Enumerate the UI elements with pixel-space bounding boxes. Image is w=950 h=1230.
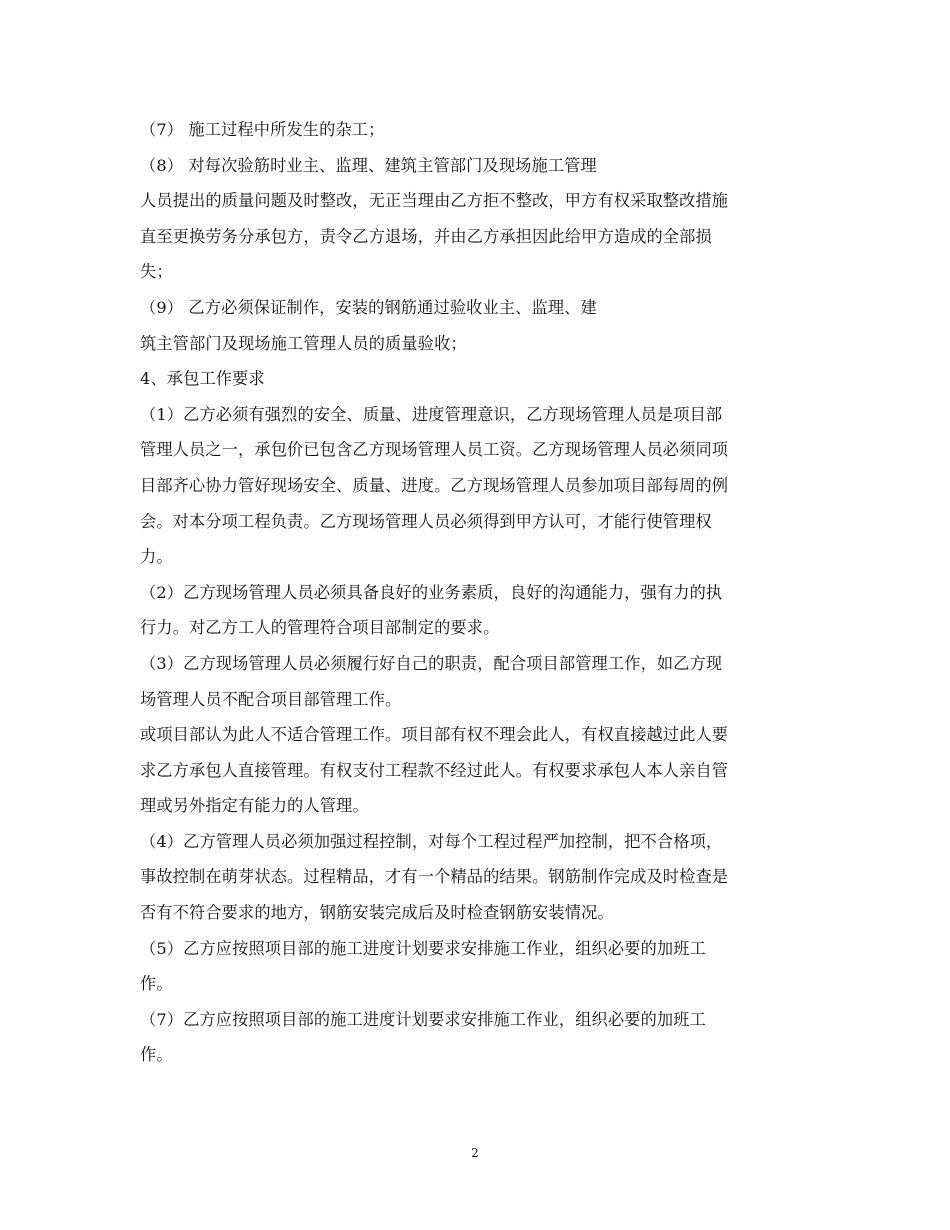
text-line: 否有不符合要求的地方，钢筋安装完成后及时检查钢筋安装情况。	[140, 903, 614, 923]
text-line: （3）乙方现场管理人员必须履行好自己的职责，配合项目部管理工作，如乙方现	[140, 653, 723, 673]
text-line: 会。对本分项工程负责。乙方现场管理人员必须得到甲方认可，才能行使管理权	[140, 511, 712, 531]
text-line: 管理人员之一，承包价已包含乙方现场管理人员工资。乙方现场管理人员必须同项	[140, 440, 729, 460]
text-line: （2）乙方现场管理人员必须具备良好的业务素质，良好的沟通能力，强有力的执	[140, 582, 723, 602]
text-line: 力。	[140, 547, 173, 567]
text-line: （7）乙方应按照项目部的施工进度计划要求安排施工作业，组织必要的加班工	[140, 1009, 706, 1029]
text-line: 作。	[140, 1045, 173, 1065]
text-line: （5）乙方应按照项目部的施工进度计划要求安排施工作业，组织必要的加班工	[140, 938, 706, 958]
text-line: 人员提出的质量问题及时整改，无正当理由乙方拒不整改，甲方有权采取整改措施	[140, 191, 729, 211]
document-body	[140, 112, 820, 1073]
text-line: 事故控制在萌芽状态。过程精品，才有一个精品的结果。钢筋制作完成及时检查是	[140, 867, 729, 887]
text-line: 求乙方承包人直接管理。有权支付工程款不经过此人。有权要求承包人本人亲自管	[140, 760, 729, 780]
text-line: 直至更换劳务分承包方，责令乙方退场，并由乙方承担因此给甲方造成的全部损	[140, 226, 712, 246]
text-line: （9） 乙方必须保证制作，安装的钢筋通过验收业主、监理、建	[140, 297, 597, 317]
text-line: （4）乙方管理人员必须加强过程控制，对每个工程过程严加控制，把不合格项，	[140, 831, 723, 851]
text-line: 理或另外指定有能力的人管理。	[140, 796, 369, 816]
text-line: （7） 施工过程中所发生的杂工；	[140, 120, 385, 139]
text-line: 目部齐心协力管好现场安全、质量、进度。乙方现场管理人员参加项目部每周的例	[140, 475, 729, 495]
section-heading: 4、承包工作要求	[140, 369, 265, 389]
text-line: （1）乙方必须有强烈的安全、质量、进度管理意识，乙方现场管理人员是项目部	[140, 404, 723, 424]
text-line: 场管理人员不配合项目部管理工作。	[140, 689, 402, 709]
page-number: 2	[471, 1146, 479, 1160]
text-line: 或项目部认为此人不适合管理工作。项目部有权不理会此人，有权直接越过此人要	[140, 725, 729, 745]
text-line: （8） 对每次验筋时业主、监理、建筑主管部门及现场施工管理	[140, 155, 597, 175]
text-line: 作。	[140, 974, 173, 994]
text-line: 行力。对乙方工人的管理符合项目部制定的要求。	[140, 618, 500, 638]
text-line: 失；	[140, 262, 173, 282]
text-line: 筑主管部门及现场施工管理人员的质量验收；	[140, 333, 467, 353]
